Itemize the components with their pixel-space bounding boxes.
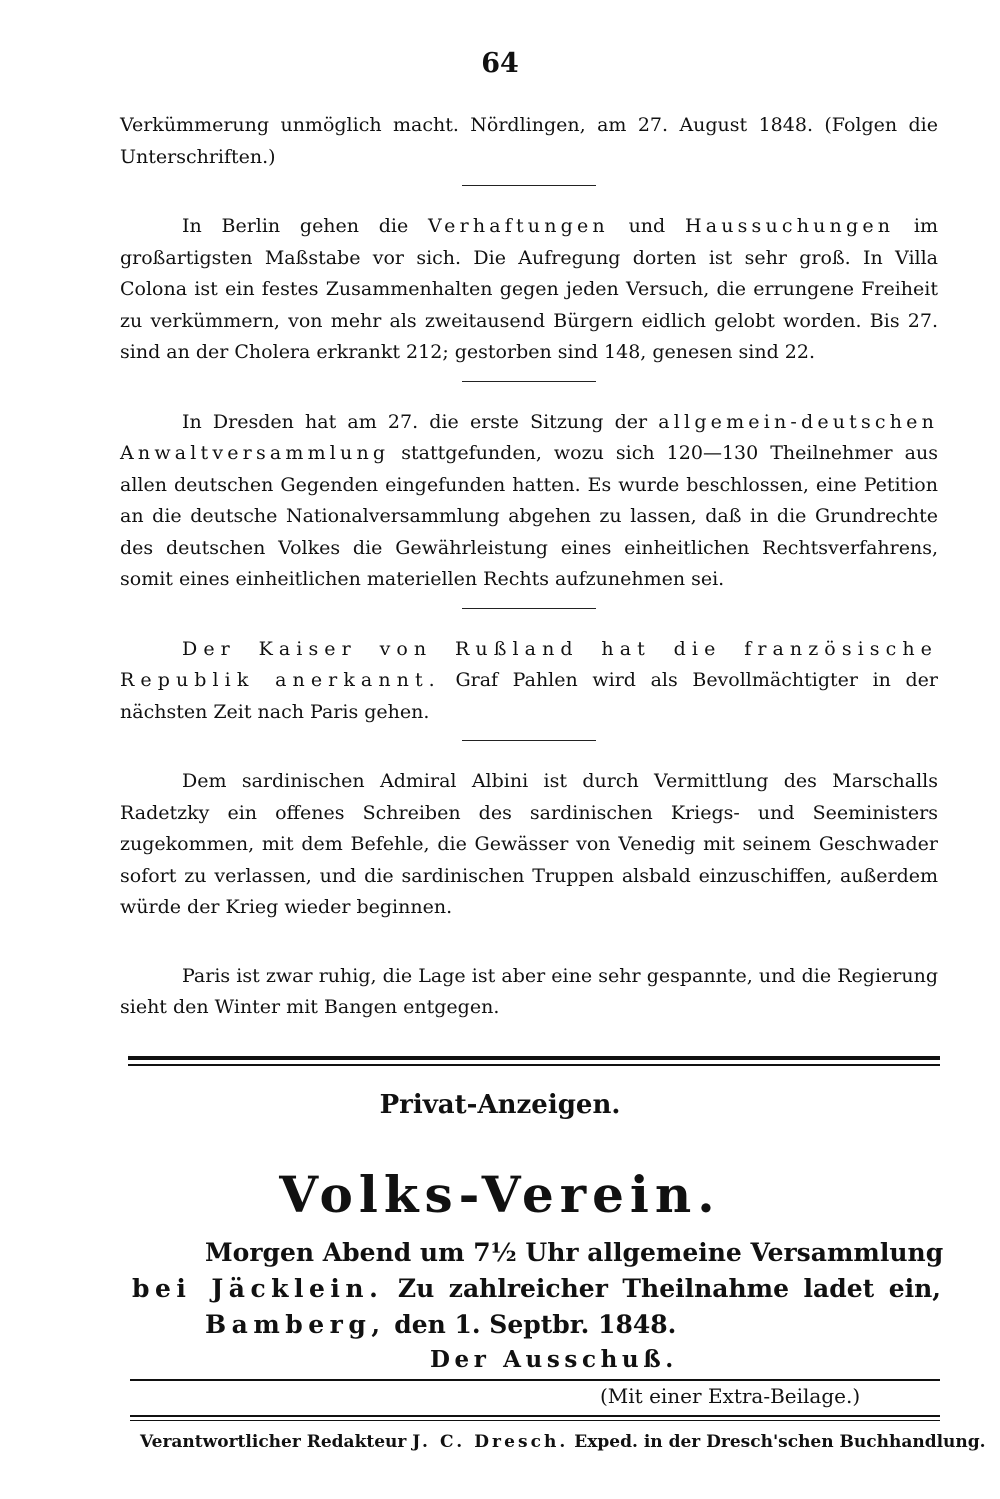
article-russia xyxy=(120,634,938,729)
article-berlin-rest: im großartigsten Maßstabe vor sich. Die Aufregung dorten ist sehr groß. In Villa Colona ist ein festes Zusammenhalten gegen jeden Versuch, die errungene Freiheit zu verkümmern, von mehr als zweitausend Bürgern eidlich gelobt worden. Bis 27. sind an der Cholera erkrankt 212; gestorben sind 148, genesen sind 22. xyxy=(120,215,939,363)
ad-city-name: Bamberg, xyxy=(205,1310,386,1339)
imprint-expedition: Exped. in der Dresch'schen Buchhandlung. xyxy=(568,1432,986,1452)
article-paris: Paris ist zwar ruhig, die Lage ist aber eine sehr gespannte, und die Regierung sieht den Winter mit Bangen entgegen. xyxy=(120,964,938,1018)
article-dresden xyxy=(120,407,938,596)
separator-rule xyxy=(462,608,596,609)
article-russia-spaced: Der Kaiser von Rußland hat die französische Republik anerkannt. xyxy=(120,637,938,691)
ad-text-line-1: Morgen Abend um 7½ Uhr allgemeine Versammlung xyxy=(205,1238,944,1267)
section-double-rule xyxy=(128,1056,940,1066)
separator-rule xyxy=(462,740,596,741)
ad-signature: Der Ausschuß. xyxy=(430,1346,678,1373)
article-body xyxy=(120,110,938,1024)
page-number: 64 xyxy=(481,48,519,79)
ad-text-line-3 xyxy=(205,1310,676,1339)
article-dresden-rest: stattgefunden, wozu sich 120—130 Theilnehmer aus allen deutschen Gegenden eingefunden hatten. Es wurde beschlossen, eine Petition an die deutsche Nationalversammlung abgehen zu lassen, daß in die Grundrechte des deutschen Volkes die Gewährleistung eines einheitlichen Rechtsverfahrens, somit eines einheitlichen materiellen Rechts aufzunehmen sei. xyxy=(120,442,938,590)
footer-double-rule xyxy=(130,1415,940,1421)
article-berlin-spaced-2: Haussuchungen xyxy=(684,215,895,237)
article-dresden-spaced: allgemein-deutschen Anwaltversammlung xyxy=(120,410,938,464)
article-russia-rest: Graf Pahlen wird als Bevollmächtigter in der nächsten Zeit nach Paris gehen. xyxy=(120,669,938,723)
ad-place-name: bei Jäcklein. xyxy=(132,1274,384,1303)
article-berlin-middle: und xyxy=(608,215,685,237)
ads-section-heading: Privat-Anzeigen. xyxy=(379,1090,621,1120)
footer-rule xyxy=(130,1379,940,1381)
separator-rule xyxy=(462,185,596,186)
ad-date: den 1. Septbr. 1848. xyxy=(385,1310,677,1339)
ad-text-line-2-rest: Zu zahlreicher Theilnahme ladet ein, xyxy=(383,1274,941,1303)
ad-organization-title: Volks-Verein. xyxy=(279,1165,721,1224)
article-berlin-spaced-1: Verhaftungen xyxy=(428,215,609,237)
supplement-note: (Mit einer Extra-Beilage.) xyxy=(600,1384,861,1408)
article-sardinia: Dem sardinischen Admiral Albini ist durch Vermittlung des Marschalls Radetzky ein offenes Schreiben des sardinischen Kriegs- und Seeministers zugekommen, mit dem Befehle, die Gewässer von Venedig mit seinem Geschwader sofort zu verlassen, und die sardinischen Truppen alsbald einzuschiffen, außerdem würde der Krieg wieder beginnen. xyxy=(120,770,938,918)
ad-text-line-2 xyxy=(132,1274,941,1303)
article-dresden-prefix: In Dresden hat am 27. die erste Sitzung der xyxy=(182,410,659,433)
article-berlin-prefix: In Berlin gehen die xyxy=(182,215,428,237)
separator-rule xyxy=(462,381,596,382)
imprint-line xyxy=(140,1432,986,1452)
imprint-editor-name: J. C. Dresch. xyxy=(412,1432,569,1452)
article-nordlingen-end: Verkümmerung unmöglich macht. Nördlingen, am 27. August 1848. (Folgen die Unterschriften.) xyxy=(120,114,938,168)
imprint-prefix: Verantwortlicher Redakteur xyxy=(140,1432,413,1452)
article-berlin xyxy=(120,211,938,369)
